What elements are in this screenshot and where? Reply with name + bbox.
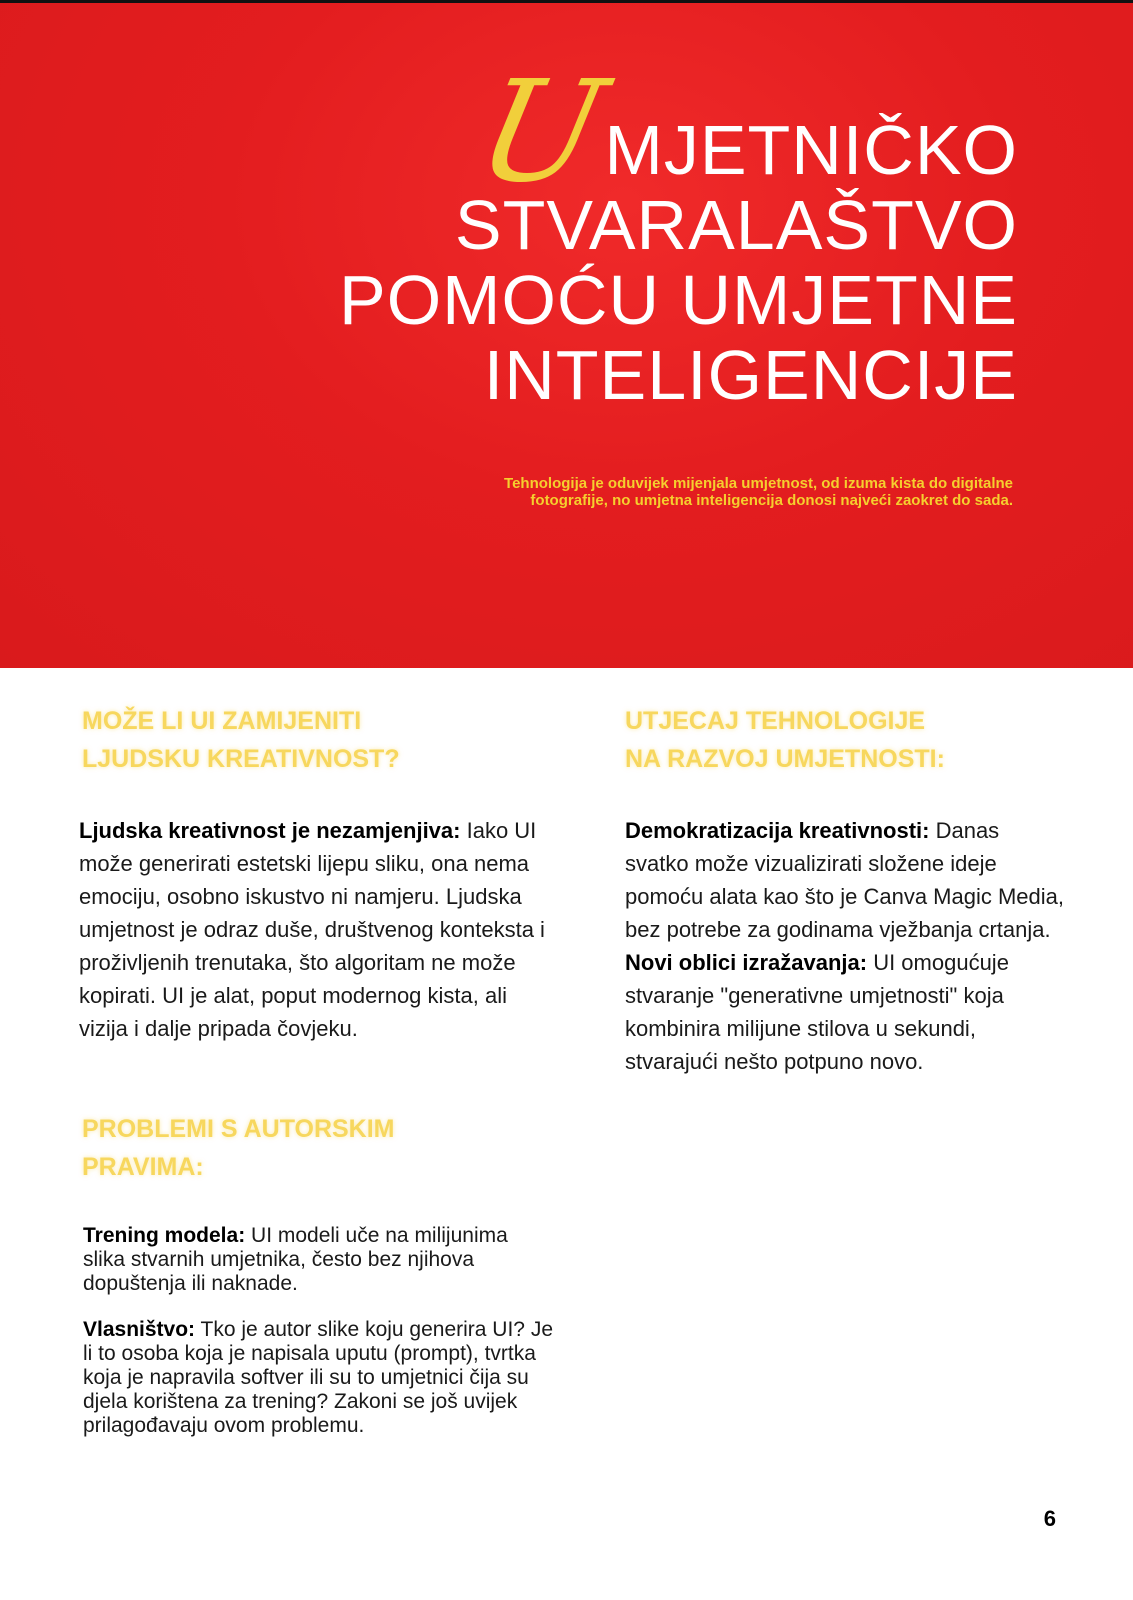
page-number: 6 xyxy=(1043,1506,1056,1531)
title-line-2: STVARALAŠTVO xyxy=(454,186,1018,264)
new-forms-paragraph: Novi oblici izražavanja: UI omogućuje stvaranje "generativne umjetnosti" koja kombinira milijune stilova u sekundi, stvarajući nešto potpuno novo. xyxy=(625,950,1009,1074)
training-paragraph: Trening modela: UI modeli uče na milijunima slika stvarnih umjetnika, često bez njihova dopuštenja ili naknade. xyxy=(83,1224,508,1295)
hero-subtitle: Tehnologija je oduvijek mijenjala umjetnost, od izuma kista do digitalne fotografije, no umjetna inteligencija donosi najveći zaokret do sada. xyxy=(504,475,1013,509)
hero-banner xyxy=(0,0,1133,668)
section-heading-copyright: PROBLEMI S AUTORSKIM PRAVIMA: xyxy=(82,1115,395,1181)
copyright-paragraphs xyxy=(83,1224,553,1438)
section-heading-creativity: MOŽE LI UI ZAMIJENITI LJUDSKU KREATIVNOST? xyxy=(82,707,400,773)
title-line-4: INTELIGENCIJE xyxy=(483,336,1018,414)
technology-paragraphs xyxy=(625,814,1065,1078)
democratization-paragraph: Demokratizacija kreativnosti: Danas svatko može vizualizirati složene ideje pomoću alata kao što je Canva Magic Media, bez potrebe za godinama vježbanja crtanja. xyxy=(625,818,1065,942)
page-title xyxy=(318,51,1018,414)
creativity-lead: Ljudska kreativnost je nezamjenjiva: xyxy=(79,818,461,843)
title-line-1: UMJETNIČKO xyxy=(464,51,1018,214)
creativity-paragraph xyxy=(79,814,549,1045)
ownership-paragraph: Vlasništvo: Tko je autor slike koju generira UI? Je li to osoba koja je napisala uputu (prompt), tvrtka koja je napravila softver ili su to umjetnici čija su djela korištena za trening? Zakoni se još uvijek prilagođavaju ovom problemu. xyxy=(83,1318,554,1437)
section-heading-technology: UTJECAJ TEHNOLOGIJE NA RAZVOJ UMJETNOSTI: xyxy=(625,707,945,773)
title-line-3: POMOĆU UMJETNE xyxy=(339,261,1018,339)
creativity-text: Iako UI može generirati estetski lijepu sliku, ona nema emociju, osobno iskustvo ni namjeru. Ljudska umjetnost je odraz duše, društvenog konteksta i proživljenih trenutaka, što algoritam ne može kopirati. UI je alat, poput modernog kista, ali vizija i dalje pripada čovjeku. xyxy=(79,818,545,1041)
drop-cap-letter: U xyxy=(464,51,618,214)
